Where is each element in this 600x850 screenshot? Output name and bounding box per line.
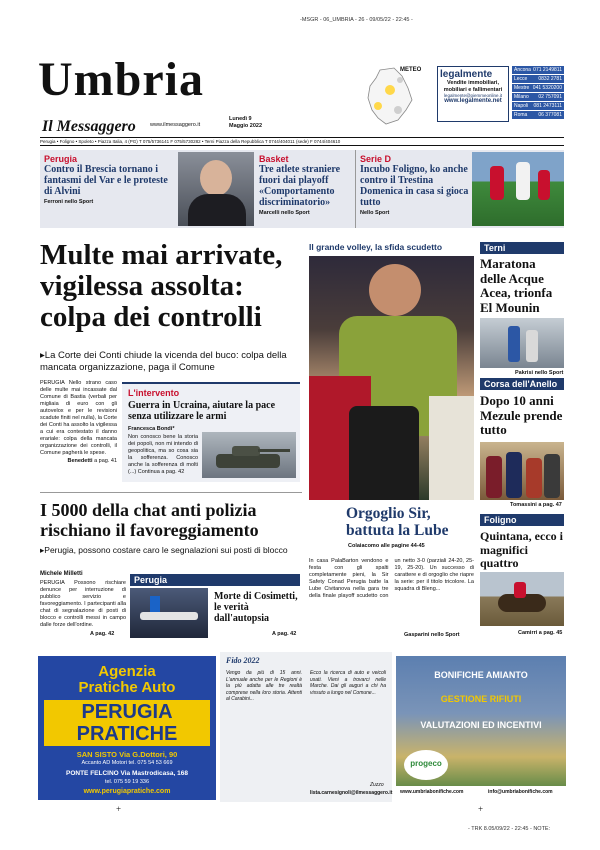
legalmente-cities xyxy=(512,66,564,119)
terni-photo xyxy=(480,318,564,368)
meteo-label: METEO xyxy=(400,67,422,73)
bonifiche-url[interactable]: www.umbriabonifiche.com xyxy=(400,789,464,795)
cosimetti-page: A pag. 42 xyxy=(272,631,297,637)
divider xyxy=(40,492,302,493)
agency-addr2: Accanto AD Motori tel. 075 54 53 669 xyxy=(81,760,173,766)
legalmente-brand: legalmente xyxy=(440,69,493,80)
main-body-text: PERUGIA Nello strano caso delle multe mai incassate dal Comune di Bastia (verbali per migliaia di euro con gli autovelox e per le revisioni scadute finiti nel nulla), la Corte dei Conti ha assolto la vigilessa a cui era contestato il danno erariale: colpa della mancata organizzazione dei controlli, il Comune pagherà le spese. xyxy=(40,380,117,456)
anello-label: Corsa dell'Anello xyxy=(480,378,564,390)
bonifiche-l1: BONIFICHE AMIANTO xyxy=(434,670,528,680)
teaser-headline: Tre atlete straniere fuori dai playoff «Comportamento discriminatorio» xyxy=(259,164,341,208)
bonifiche-brand: progeco xyxy=(410,759,442,768)
main-headline[interactable]: Multe mai arrivate, vigilessa assolta: colpa dei controlli xyxy=(40,239,283,333)
city-row: Ancona 071 2149811 xyxy=(514,67,562,73)
agency-l2: Pratiche Auto xyxy=(78,679,176,696)
bonifiche-l2: GESTIONE RIFIUTI xyxy=(440,694,522,704)
intervento-photo-tank xyxy=(202,432,296,478)
volley-caption-byline: Colaiacomo alle pagine 44-45 xyxy=(348,543,425,549)
volley-body: In casa PalaBarton vendono e festa con gli spalti completamente pieni, la Sir Safety Conad Perugia batte la Lube Civitanova nella gara tre della finale playoff scudetto con un netto 3-0 (parziali 24-20, 25-19, 25-20). Un successo di carattere e di orgoglio che riapre la serie: per il titolo tricolore. La squadra di Bleng... xyxy=(309,558,474,599)
fido-box xyxy=(220,652,392,802)
cosimetti-headline[interactable]: Morte di Cosimetti, le verità dall'autopsia xyxy=(214,591,298,624)
city-row: Lecce 0832 2781 xyxy=(514,76,562,82)
foligno-ref: Camirri a pag. 45 xyxy=(518,630,563,636)
chat-page: A pag. 42 xyxy=(90,631,115,637)
anello-headline[interactable]: Dopo 10 anni Mezule prende tutto xyxy=(480,393,563,437)
crop-mark-icon: + xyxy=(116,804,122,814)
terni-headline[interactable]: Maratona delle Acque Acea, trionfa El Mounin xyxy=(480,256,553,315)
date-month: Maggio 2022 xyxy=(229,123,263,129)
legalmente-line1: Vendite immobiliari, xyxy=(447,80,499,86)
volley-photo xyxy=(309,256,474,500)
intervento-body-text: Non conosco bene la storia dei popoli, non mi intendo di geopolitica, ma so cosa sia la sofferenza. Conosco anche la sofferenza di molti (...) xyxy=(128,434,198,475)
agency-l4: PRATICHE xyxy=(76,723,178,745)
agency-addr1: SAN SISTO Via G.Dottori, 90 xyxy=(76,750,178,759)
legalmente-box[interactable] xyxy=(437,66,509,122)
agency-ad[interactable] xyxy=(38,656,216,800)
city-row: Napoli 081 2473111 xyxy=(514,103,562,109)
intervento-headline: Guerra in Ucraina, aiutare la pace senza utilizzare le armi xyxy=(128,400,276,422)
crop-mark-icon: + xyxy=(478,804,484,814)
chat-subhead: ▸Perugia, possono costare caro le segnalazioni sui posti di blocco xyxy=(40,545,288,555)
volley-byline: Gasparini nello Sport xyxy=(404,632,460,638)
fido-col1: Vengo da più di 15 anni. L'annuale anche per le Regioni è la più adatta alle tre realtà comprese nella loro storia. Attenti al Carabini... xyxy=(226,670,302,702)
teaser-ref: Ferroni nello Sport xyxy=(44,199,94,205)
terni-label: Terni xyxy=(480,242,564,254)
terni-ref: Pakrisi nello Sport xyxy=(515,370,564,376)
main-byline: Benedetti xyxy=(67,458,93,464)
fido-author: Zuzzo xyxy=(370,782,384,788)
paper-logo: Il Messaggero xyxy=(42,118,136,135)
cosimetti-label: Perugia xyxy=(130,574,300,586)
agency-l1: Agenzia xyxy=(98,663,156,680)
chat-headline[interactable]: I 5000 della chat anti polizia rischiano il favoreggiamento xyxy=(40,500,259,540)
bonifiche-ad[interactable] xyxy=(396,656,566,800)
volley-caption-headline[interactable]: Orgoglio Sir, battuta la Lube xyxy=(346,505,449,539)
teaser-headline: Contro il Brescia tornano i fantasmi del Var e le proteste di Alvini xyxy=(44,164,168,197)
legalmente-url[interactable]: www.legalmente.net xyxy=(444,98,502,104)
sun-icon xyxy=(374,102,382,110)
intervento-cont: Continua a pag. 42 xyxy=(137,469,185,475)
agency-addr4: tel. 075 59 19 336 xyxy=(104,779,150,785)
cloud-icon xyxy=(394,106,402,114)
date-day: Lunedì 9 xyxy=(229,116,252,122)
fido-email[interactable]: lista.carnesignoli@ilmessaggero.it xyxy=(310,790,393,796)
teaser-perugia[interactable]: Perugia Contro il Brescia tornano i fantasmi del Var e le proteste di Alvini Ferroni nello Sport xyxy=(44,154,176,206)
fido-col2: Ecco la ricerca di auto e veicoli usati. Vieni a trovarci nelle Marche. Dai gli auguri a chi ha vissuto a lungo nel Comune... xyxy=(310,670,386,696)
intervento-body xyxy=(128,434,198,476)
print-slug-bottom: - TRK 8.05/09/22 - 22:45 - NOTE: xyxy=(468,826,551,832)
offices-line: Perugia • Foligno • Spoleto • Piazza Italia, 4 (PG) T 075/5736141 F 075/5730282 • Terni Piazza della Repubblica T 0744/404011 (sede) F 0744/404610 xyxy=(40,137,564,146)
bonifiche-l3: VALUTAZIONI ED INCENTIVI xyxy=(420,720,542,730)
main-subhead: ▸La Corte dei Conti chiude la vicenda del buco: colpa della mancata organizzazione, paga il Comune xyxy=(40,350,287,373)
teaser-photo-coach xyxy=(178,152,254,226)
sun-icon xyxy=(385,85,395,95)
intervento-label: L'intervento xyxy=(128,388,180,398)
teaser-ref: Marcelli nello Sport xyxy=(259,210,310,216)
teaser-headline: Incubo Foligno, ko anche contro il Trestina Domenica in casa si gioca tutto xyxy=(360,164,469,208)
intervento-author: Francesca Bondi* xyxy=(128,426,175,432)
city-row: Milano 02 757091 xyxy=(514,94,562,100)
foligno-headline[interactable]: Quintana, ecco i magnifici quattro xyxy=(480,529,563,570)
chat-subhead-text: Perugia, possono costare caro le segnalazioni sui posti di blocco xyxy=(44,545,288,555)
teaser-ref: Nello Sport xyxy=(360,210,390,216)
fido-title: Fido 2022 xyxy=(226,656,260,665)
weather-map xyxy=(350,66,430,128)
teaser-seried[interactable]: Serie D Incubo Foligno, ko anche contro il Trestina Domenica in casa si gioca tutto Nello Sport xyxy=(360,154,469,216)
main-body xyxy=(40,380,117,465)
chat-body: PERUGIA Possono rischiare denunce per interruzione di pubblico servizio e favoreggiamento. I partecipanti alla chat di segnalazione di posti di blocco e controlli messi in campo dalle forze dell'ordine. xyxy=(40,580,126,628)
anello-photo xyxy=(480,442,564,500)
masthead-title: Umbria xyxy=(38,53,204,106)
legalmente-line2: mobiliari e fallimentari xyxy=(443,86,503,93)
city-row: Mestre 041 5320200 xyxy=(514,85,562,91)
volley-kicker: Il grande volley, la sfida scudetto xyxy=(309,242,443,252)
agency-url[interactable]: www.perugiapratiche.com xyxy=(83,788,171,795)
cloud-icon xyxy=(397,77,403,83)
main-page-ref: a pag. 41 xyxy=(94,458,117,464)
agency-addr3: PONTE FELCINO Via Mastrodicasa, 168 xyxy=(66,770,188,777)
paper-url[interactable]: www.ilmessaggero.it xyxy=(150,122,201,128)
agency-l3: PERUGIA xyxy=(81,701,173,723)
city-row: Roma 06 377081 xyxy=(514,112,562,118)
foligno-photo xyxy=(480,572,564,626)
anello-ref: Tomassini a pag. 47 xyxy=(510,502,562,508)
divider xyxy=(355,150,356,228)
cosimetti-photo xyxy=(130,588,208,638)
legalmente-email[interactable]: legalmente@piemmeonline.it xyxy=(443,93,503,98)
print-slug: -MSGR - 06_UMBRIA - 26 - 09/05/22 - 22:45 - xyxy=(300,17,413,23)
chat-author: Michele Milletti xyxy=(40,571,83,577)
main-subhead-text: La Corte dei Conti chiude la vicenda del buco: colpa della mancata organizzazione, paga il Comune xyxy=(40,350,287,373)
teaser-basket[interactable]: Basket Tre atlete straniere fuori dai playoff «Comportamento discriminatorio» Marcelli nello Sport xyxy=(259,154,351,217)
bonifiche-mail[interactable]: info@umbriabonifiche.com xyxy=(488,789,553,795)
teaser-photo-football xyxy=(472,152,564,226)
foligno-label: Foligno xyxy=(480,514,564,526)
